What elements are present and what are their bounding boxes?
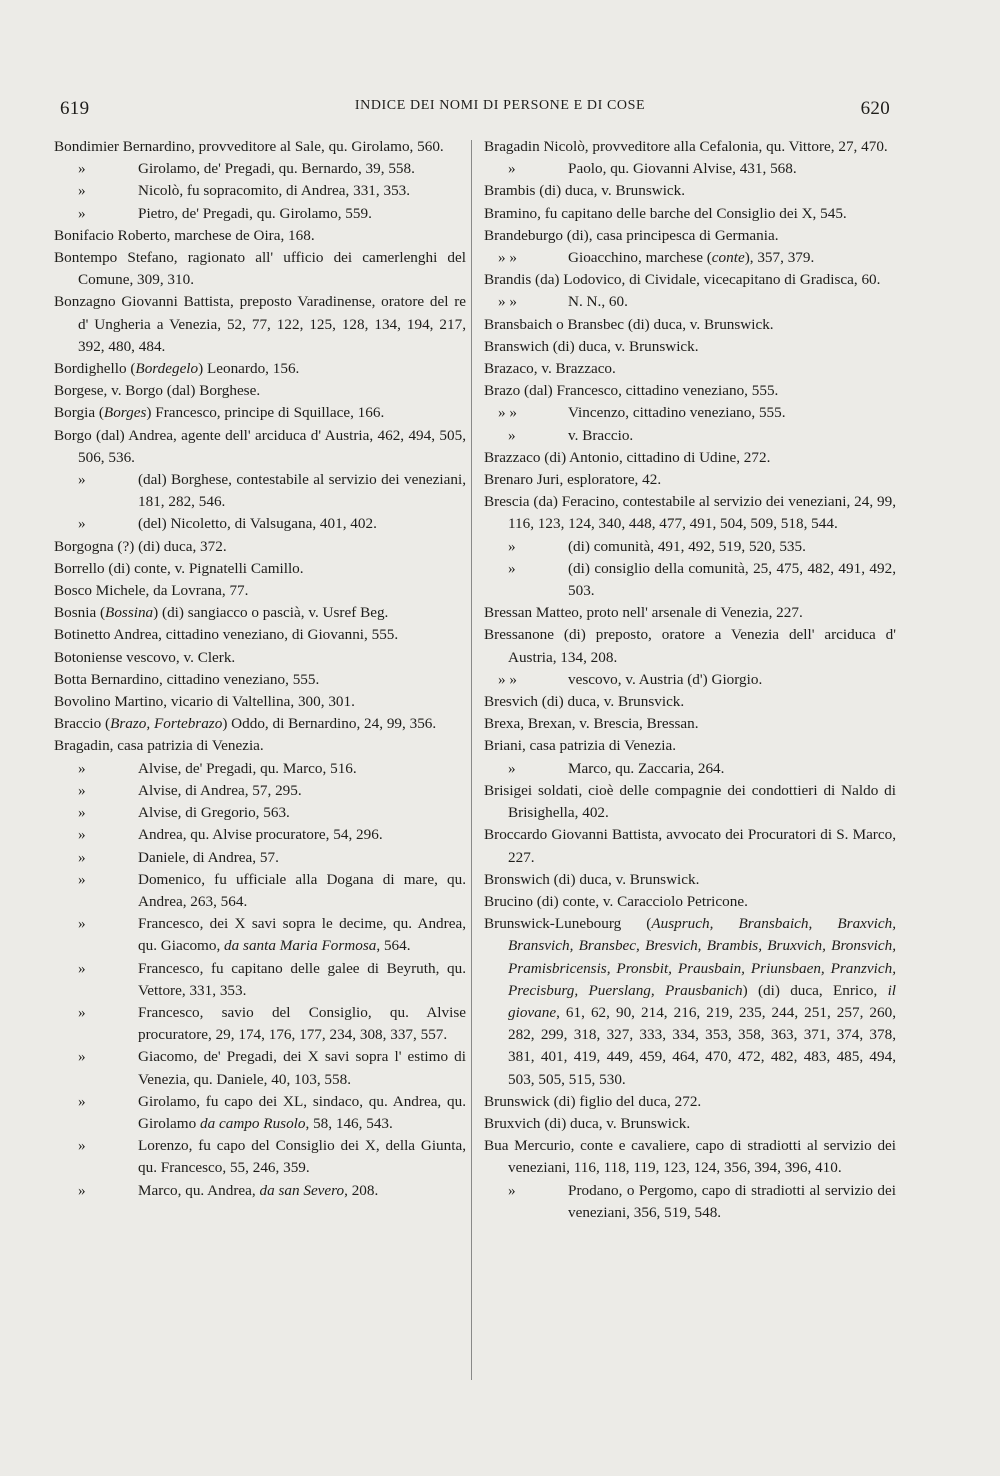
index-entry: Borgogna (?) (di) duca, 372.	[54, 537, 227, 555]
index-subentry: » Alvise, de' Pregadi, qu. Marco, 516.	[54, 758, 466, 780]
index-subentry: » Prodano, o Pergomo, capo di stradiotti al servizio dei veneziani, 356, 519, 548.	[508, 1181, 896, 1221]
index-entry: Bontempo Stefano, ragionato all' ufficio dei camerlenghi del Comune, 309, 310.	[54, 249, 466, 289]
ditto-mark: »	[508, 537, 516, 555]
index-subentry: » Francesco, fu capitano delle galee di Beyruth, qu. Vettore, 331, 353.	[78, 959, 466, 999]
ditto-mark: » »	[498, 249, 517, 267]
index-subentry: » Daniele, di Andrea, 57.	[54, 847, 466, 869]
index-subentry: » Pietro, de' Pregadi, qu. Girolamo, 559.	[54, 203, 466, 225]
ditto-mark: » »	[498, 404, 517, 422]
index-subentry: » (di) comunità, 491, 492, 519, 520, 535.	[484, 536, 896, 558]
index-subentry: » Giacomo, de' Pregadi, dei X savi sopra l' estimo di Venezia, qu. Daniele, 40, 103, 558.	[78, 1048, 466, 1088]
running-title: INDICE DEI NOMI DI PERSONE E DI COSE	[354, 98, 646, 113]
index-entry: Brazaco, v. Brazzaco.	[484, 360, 616, 378]
ditto-mark: »	[78, 1092, 86, 1110]
index-entry: Brunswick-Lunebourg (Auspruch, Bransbaich, Braxvich, Bransvich, Bransbec, Bresvich, Brambis, Bruxvich, Bronsvich, Pramisbricensis, Pronsbit, Prausbain, Priunsbaen, Pranzvich, Precisburg, Puerslang, Prausbanich) (di) duca, Enrico, il giovane, 61, 62, 90, 214, 216, 219, 235, 244, 251, 257, 260, 282, 299, 318, 327, 333, 334, 353, 358, 363, 371, 374, 378, 381, 401, 419, 449, 459, 464, 470, 472, 482, 483, 485, 494, 503, 505, 515, 530.	[484, 915, 897, 1088]
index-entry: Borrello (di) conte, v. Pignatelli Camillo.	[54, 559, 304, 577]
index-subentry: » Alvise, di Gregorio, 563.	[54, 802, 466, 824]
index-entry: Bosco Michele, da Lovrana, 77.	[54, 582, 249, 600]
index-entry: Brenaro Juri, esploratore, 42.	[484, 471, 662, 489]
index-subentry: » (di) consiglio della comunità, 25, 475, 482, 491, 492, 503.	[508, 559, 896, 600]
index-entry: Briani, casa patrizia di Venezia.	[484, 737, 677, 755]
index-entry: Bonifacio Roberto, marchese de Oira, 168.	[54, 226, 315, 244]
index-entry: Bressanone (di) preposto, oratore a Venezia dell' arciduca d' Austria, 134, 208.	[484, 626, 896, 666]
ditto-mark: »	[508, 1181, 516, 1199]
ditto-mark: »	[508, 426, 516, 444]
ditto-mark: »	[78, 1181, 86, 1199]
ditto-mark: »	[78, 160, 86, 178]
index-entry: Bordighello (Bordegelo) Leonardo, 156.	[54, 360, 300, 378]
ditto-mark: »	[78, 959, 86, 977]
ditto-mark: »	[78, 870, 86, 888]
index-entry: Borgo (dal) Andrea, agente dell' arciduca d' Austria, 462, 494, 505, 506, 536.	[54, 426, 466, 466]
index-entry: Botta Bernardino, cittadino veneziano, 555.	[54, 670, 320, 688]
index-entry: Brexa, Brexan, v. Brescia, Bressan.	[484, 715, 699, 733]
index-entry: Brisigei soldati, cioè delle compagnie dei condottieri di Naldo di Brisighella, 402.	[484, 781, 896, 822]
index-entry: Brambis (di) duca, v. Brunswick.	[484, 182, 686, 200]
ditto-mark: »	[78, 915, 86, 933]
ditto-mark: »	[508, 559, 516, 577]
index-entry: Brandeburgo (di), casa principesca di Germania.	[484, 226, 779, 244]
right-column	[484, 136, 896, 1224]
index-entry: Bonzagno Giovanni Battista, preposto Varadinense, oratore del re d' Ungheria a Venezia, 52, 77, 122, 125, 128, 134, 194, 217, 392, 480, 484.	[54, 293, 466, 355]
index-subentry: » » vescovo, v. Austria (d') Giorgio.	[484, 669, 896, 691]
index-entry: Borgese, v. Borgo (dal) Borghese.	[54, 382, 261, 400]
ditto-mark: »	[78, 1003, 86, 1021]
ditto-mark: »	[78, 1137, 86, 1155]
right-page-number: 620	[860, 98, 890, 119]
index-subentry: » Paolo, qu. Giovanni Alvise, 431, 568.	[484, 158, 896, 180]
index-entry: Branswich (di) duca, v. Brunswick.	[484, 337, 699, 355]
index-entry: Bramino, fu capitano delle barche del Consiglio dei X, 545.	[484, 204, 847, 222]
index-subentry: » v. Braccio.	[484, 425, 896, 447]
index-entry: Brazzaco (di) Antonio, cittadino di Udine, 272.	[484, 448, 771, 466]
ditto-mark: »	[508, 160, 516, 178]
index-entry: Bransbaich o Bransbec (di) duca, v. Brunswick.	[484, 315, 774, 333]
index-entry: Botoniense vescovo, v. Clerk.	[54, 648, 236, 666]
index-entry: Bronswich (di) duca, v. Brunswick.	[484, 870, 700, 888]
ditto-mark: » »	[498, 670, 517, 688]
ditto-mark: » »	[498, 293, 517, 311]
index-subentry: » » Vincenzo, cittadino veneziano, 555.	[484, 402, 896, 424]
index-entry: Brucino (di) conte, v. Caracciolo Petricone.	[484, 892, 748, 910]
index-entry: Bressan Matteo, proto nell' arsenale di Venezia, 227.	[484, 604, 803, 622]
index-entry: Brazo (dal) Francesco, cittadino veneziano, 555.	[484, 382, 779, 400]
ditto-mark: »	[78, 781, 86, 799]
index-subentry: » Marco, qu. Andrea, da san Severo, 208.	[54, 1180, 466, 1202]
index-entry: Bragadin Nicolò, provveditore alla Cefalonia, qu. Vittore, 27, 470.	[484, 138, 888, 155]
index-subentry: » Francesco, dei X savi sopra le decime, qu. Andrea, qu. Giacomo, da santa Maria Formosa, 564.	[78, 915, 466, 955]
index-subentry: » Girolamo, fu capo dei XL, sindaco, qu. Andrea, qu. Girolamo da campo Rusolo, 58, 146, 543.	[78, 1092, 466, 1132]
index-entry: Bresvich (di) duca, v. Brunsvick.	[484, 693, 685, 711]
index-entry: Bragadin, casa patrizia di Venezia.	[54, 737, 264, 755]
index-subentry: » Francesco, savio del Consiglio, qu. Alvise procuratore, 29, 174, 176, 177, 234, 308, 337, 557.	[78, 1003, 466, 1044]
ditto-mark: »	[78, 826, 86, 844]
ditto-mark: »	[78, 204, 86, 222]
index-subentry: » Nicolò, fu sopracomito, di Andrea, 331, 353.	[54, 180, 466, 202]
index-subentry: » » N. N., 60.	[484, 291, 896, 313]
index-entry: Bondimier Bernardino, provveditore al Sale, qu. Girolamo, 560.	[54, 138, 444, 155]
index-entry: Bovolino Martino, vicario di Valtellina, 300, 301.	[54, 693, 355, 711]
index-subentry: » (del) Nicoletto, di Valsugana, 401, 402.	[54, 513, 466, 535]
index-entry: Bua Mercurio, conte e cavaliere, capo di stradiotti al servizio dei veneziani, 116, 118, 119, 123, 124, 356, 394, 396, 410.	[484, 1137, 896, 1177]
ditto-mark: »	[78, 1048, 86, 1066]
index-entry: Brescia (da) Feracino, contestabile al servizio dei veneziani, 24, 99, 116, 123, 124, 340, 448, 477, 491, 504, 509, 518, 544.	[484, 493, 896, 533]
index-subentry: » Andrea, qu. Alvise procuratore, 54, 296.	[54, 824, 466, 846]
index-subentry: » Marco, qu. Zaccaria, 264.	[484, 758, 896, 780]
index-subentry: » Lorenzo, fu capo del Consiglio dei X, della Giunta, qu. Francesco, 55, 246, 359.	[78, 1137, 466, 1177]
ditto-mark: »	[78, 182, 86, 200]
ditto-mark: »	[508, 759, 516, 777]
ditto-mark: »	[78, 471, 86, 489]
index-subentry: » Domenico, fu ufficiale alla Dogana di mare, qu. Andrea, 263, 564.	[78, 870, 466, 910]
index-entry: Brandis (da) Lodovico, di Cividale, vicecapitano di Gradisca, 60.	[484, 271, 881, 289]
index-subentry: » Alvise, di Andrea, 57, 295.	[54, 780, 466, 802]
index-entry: Botinetto Andrea, cittadino veneziano, di Giovanni, 555.	[54, 626, 399, 644]
index-entry: Borgia (Borges) Francesco, principe di Squillace, 166.	[54, 404, 385, 422]
ditto-mark: »	[78, 759, 86, 777]
index-subentry: » » Gioacchino, marchese (conte), 357, 379.	[484, 247, 896, 269]
left-page-number: 619	[60, 98, 90, 119]
index-entry: Braccio (Brazo, Fortebrazo) Oddo, di Bernardino, 24, 99, 356.	[54, 715, 437, 733]
index-entry: Brunswick (di) figlio del duca, 272.	[484, 1092, 702, 1110]
column-divider	[471, 140, 472, 1380]
left-column	[54, 136, 466, 1202]
ditto-mark: »	[78, 804, 86, 822]
index-entry: Bruxvich (di) duca, v. Brunswick.	[484, 1114, 691, 1132]
index-entry: Bosnia (Bossina) (di) sangiacco o pascià, v. Usref Beg.	[54, 604, 389, 622]
index-subentry: » Girolamo, de' Pregadi, qu. Bernardo, 39, 558.	[54, 158, 466, 180]
index-subentry: » (dal) Borghese, contestabile al servizio dei veneziani, 181, 282, 546.	[78, 471, 466, 511]
ditto-mark: »	[78, 848, 86, 866]
index-entry: Broccardo Giovanni Battista, avvocato dei Procuratori di S. Marco, 227.	[484, 826, 896, 866]
ditto-mark: »	[78, 515, 86, 533]
